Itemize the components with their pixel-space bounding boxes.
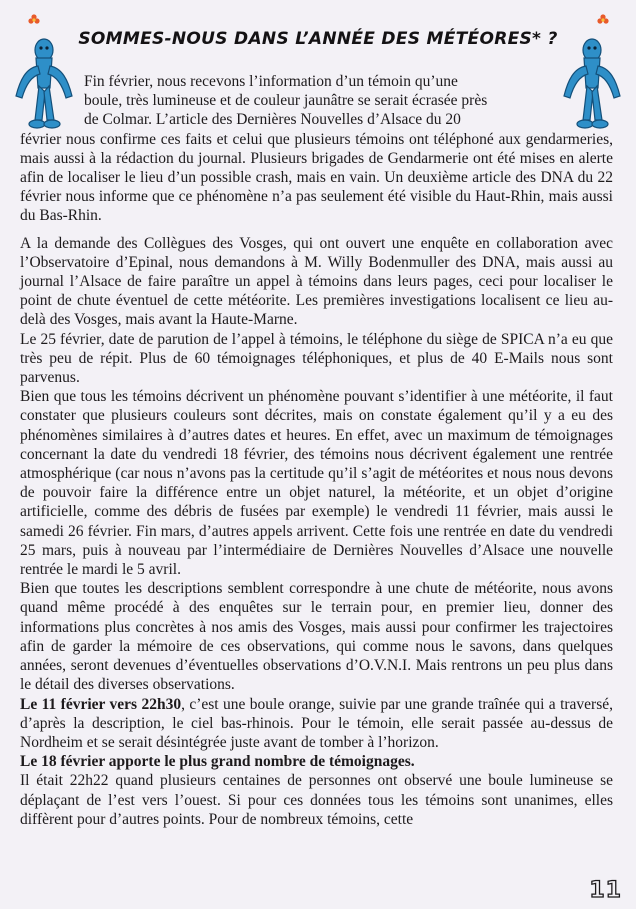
- page-number: 11: [589, 878, 622, 903]
- section-lead: Le 18 février apporte le plus grand nombre de témoignages.: [20, 753, 415, 771]
- paragraph: Bien que toutes les descriptions semblent correspondre à une chute de météorite, nous avons quand même procédé à des enquêtes sur le terrain pour, en premier lieu, donner des informations plus concrètes à nos amis des Vosges, mais aussi pour confirmer les trajectoires afin de garder la mémoire de ces observations, qui comme nous le savons, dans quelques années, seront devenues d’éventuelles observations d’O.V.N.I. Mais rentrons un peu plus dans le détail des diverses observations.: [20, 580, 613, 694]
- article-title: SOMMES-NOUS DANS L’ANNÉE DES MÉTÉORES* ?: [78, 29, 558, 49]
- paragraph-intro-rest: février nous confirme ces faits et celui que plusieurs témoins ont téléphoné aux gendarmeries, mais aussi à la rédaction du journal. Plusieurs brigades de Gendarmerie ont été mises en alerte afin de localiser le lieu d’un possible crash, mais en vain. Un deuxième article des DNA du 22 février nous informe que ce phénomène n’a pas seulement été visible du Haut-Rhin, mais aussi du Bas-Rhin.: [20, 130, 613, 225]
- paragraph-intro-line: Fin février, nous recevons l’information d’un témoin qu’une: [84, 73, 458, 90]
- flower-icon: [28, 14, 40, 26]
- paragraph-intro-line: de Colmar. L’article des Dernières Nouvelles d’Alsace du 20: [84, 111, 461, 129]
- paragraph: Bien que tous les témoins décrivent un phénomène pouvant s’identifier à une météorite, il faut constater que plusieurs couleurs sont décrites, mais on constate également qu’il y a eu des phénomènes similaires à d’autres dates et heures. En effet, avec un maximum de témoignages concernant la date du vendredi 18 février, des témoins nous décrivent également une rentrée atmosphérique (car nous n’avons pas la certitude qu’il s’agit de météorites et nous nous devons de pouvoir faire la différence entre un objet naturel, la météorite, et un objet d’origine artificielle, comme des débris de fusées par exemple) le vendredi 11 février, mais aussi le samedi 26 février. Fin mars, d’autres appels arrivent. Cette fois une rentrée en date du vendredi 25 mars, puis à nouveau par l’intermédiaire de Dernières Nouvelles d’Alsace une nouvelle rentrée le mardi le 5 avril.: [20, 388, 613, 579]
- paragraph-text: , c’est une boule orange, suivie par une grande traînée qui a traversé, d’après la description, le ciel bas-rhinois. Pour le témoin, elle serait passée au-dessus de Nordheim et se serait désintégrée juste avant de tomber à l’horizon.: [20, 695, 613, 751]
- paragraph: [20, 695, 613, 753]
- flower-icon: [597, 14, 609, 26]
- paragraph-intro-line: boule, très lumineuse et de couleur jaunâtre se serait écrasée près: [84, 92, 488, 110]
- article-body: [20, 72, 613, 829]
- date-lead: Le 11 février vers 22h30: [20, 695, 182, 713]
- paragraph: Il était 22h22 quand plusieurs centaines de personnes ont observé une boule lumineuse se déplaçant de l’est vers l’ouest. Si pour ces données tous les témoins sont unanimes, elles diffèrent pour d’autres points. Pour de nombreux témoins, cette: [20, 772, 613, 828]
- paragraph: A la demande des Collègues des Vosges, qui ont ouvert une enquête en collaboration avec l’Observatoire d’Epinal, nous demandons à M. Willy Bodenmuller des DNA, mais aussi au journal l’Alsace de faire paraître un appel à témoins dans leurs pages, ceci pour localiser le point de chute éventuel de cette météorite. Les premières investigations localisent ce lieu au-delà des Vosges, mais avant la Haute-Marne.: [20, 234, 613, 329]
- paragraph: Le 25 février, date de parution de l’appel à témoins, le téléphone du siège de SPICA n’a eu que très peu de répit. Plus de 60 témoignages téléphoniques, et plus de 40 E-Mails nous sont parvenus.: [20, 330, 613, 387]
